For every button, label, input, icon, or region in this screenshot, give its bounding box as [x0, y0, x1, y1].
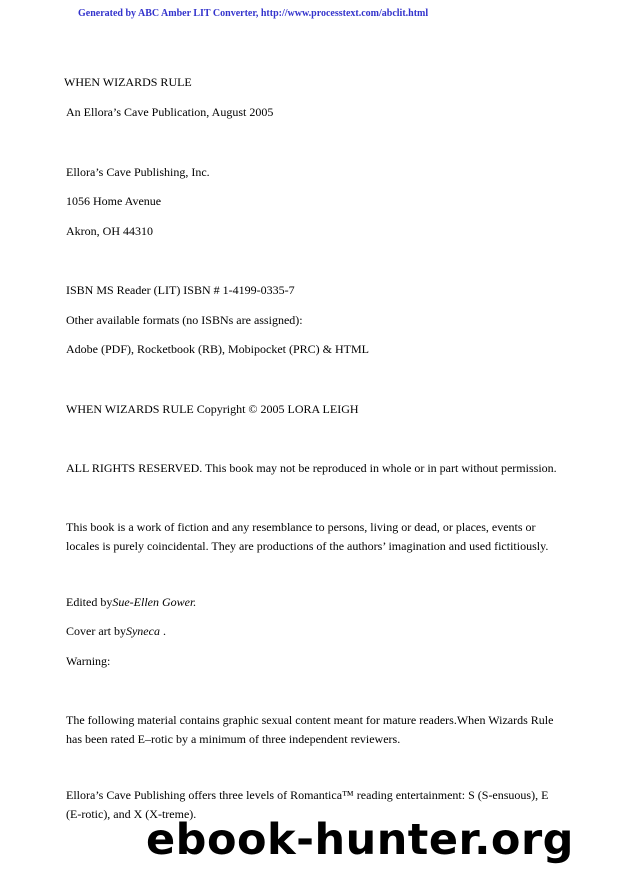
isbn-line: ISBN MS Reader (LIT) ISBN # 1-4199-0335-7: [66, 283, 295, 297]
publication-line: An Ellora’s Cave Publication, August 2005: [66, 105, 274, 119]
cover-art-label: Cover art by: [66, 624, 126, 638]
edited-by-label: Edited by: [66, 595, 113, 609]
editor-name: Sue-Ellen Gower.: [112, 595, 197, 609]
address-street: 1056 Home Avenue: [66, 194, 162, 208]
other-formats-label: Other available formats (no ISBNs are assigned):: [66, 313, 303, 327]
watermark-text: ebook-hunter.org: [146, 815, 574, 865]
edited-by-line: [66, 594, 196, 610]
book-title: WHEN WIZARDS RULE: [64, 75, 192, 89]
cover-art-suffix: .: [159, 624, 166, 638]
publisher-name: Ellora’s Cave Publishing, Inc.: [66, 165, 210, 179]
warning-text: The following material contains graphic sexual content meant for mature readers.When Wizards Rule has been rated E–rotic by a minimum of three independent reviewers.: [66, 713, 554, 746]
cover-art-line: [66, 623, 166, 639]
address-city: Akron, OH 44310: [66, 224, 153, 238]
fiction-disclaimer: This book is a work of fiction and any resemblance to persons, living or dead, or places, events or locales is purely coincidental. They are productions of the authors’ imagination and used fictitiously.: [66, 520, 549, 553]
other-formats-list: Adobe (PDF), Rocketbook (RB), Mobipocket (PRC) & HTML: [66, 342, 369, 356]
rights-statement: ALL RIGHTS RESERVED. This book may not be reproduced in whole or in part without permission.: [66, 461, 557, 475]
warning-label: Warning:: [66, 654, 111, 668]
copyright-line: WHEN WIZARDS RULE Copyright © 2005 LORA LEIGH: [66, 402, 359, 416]
cover-artist-name: Syneca: [125, 624, 160, 638]
converter-header[interactable]: Generated by ABC Amber LIT Converter, http://www.processtext.com/abclit.html: [78, 8, 429, 19]
romantica-levels-text: Ellora’s Cave Publishing offers three levels of Romantica™ reading entertainment: S (S-ensuous), E (E-rotic), and X (X-treme).: [66, 788, 549, 821]
